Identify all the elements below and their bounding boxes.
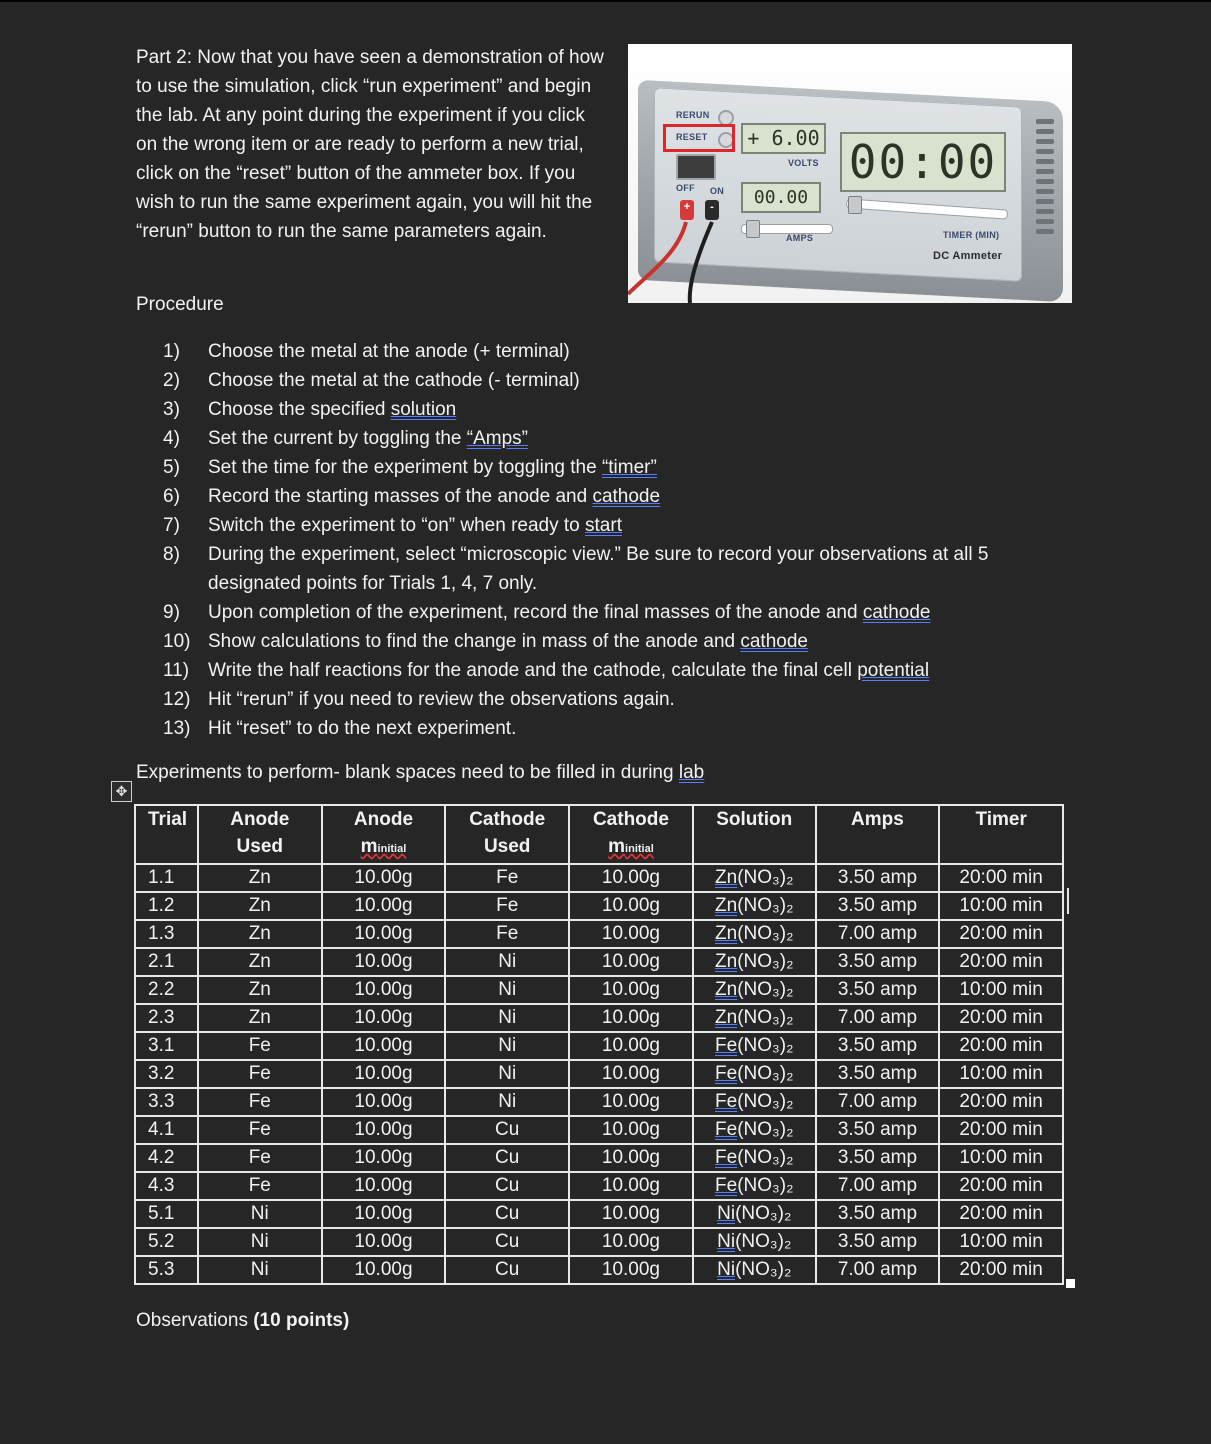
table-cell[interactable]: Fe(NO₃)₂ xyxy=(693,1032,816,1060)
table-cell[interactable]: 3.50 amp xyxy=(816,1032,940,1060)
table-cell[interactable]: Zn(NO₃)₂ xyxy=(693,976,816,1004)
table-cell[interactable]: 10:00 min xyxy=(939,1144,1063,1172)
table-row xyxy=(135,1032,1063,1060)
procedure-step: 2) Choose the metal at the cathode (- terminal) xyxy=(163,370,580,391)
power-switch[interactable] xyxy=(676,154,716,180)
table-cell[interactable]: Ni xyxy=(445,1060,569,1088)
table-cell[interactable]: 10.00g xyxy=(569,1200,693,1228)
table-cell[interactable]: 7.00 amp xyxy=(816,1256,940,1284)
procedure-step: 1) Choose the metal at the anode (+ terminal) xyxy=(163,341,570,362)
table-cell[interactable]: 3.50 amp xyxy=(816,1228,940,1256)
table-cell[interactable]: 3.50 amp xyxy=(816,948,940,976)
page-top-border xyxy=(0,0,1211,2)
table-cell[interactable]: 10.00g xyxy=(569,1256,693,1284)
col-header-cathode-used: Cathode Used xyxy=(445,805,569,864)
table-cell[interactable]: 10.00g xyxy=(569,1144,693,1172)
table-cell[interactable]: 10:00 min xyxy=(939,1228,1063,1256)
procedure-step: 10) Show calculations to find the change in mass of the anode and cathode xyxy=(163,631,808,652)
table-cell[interactable]: Fe(NO₃)₂ xyxy=(693,1060,816,1088)
table-cell[interactable]: 1.1 xyxy=(135,864,198,892)
col-header-amps: Amps xyxy=(816,805,940,864)
table-cell[interactable]: Ni xyxy=(445,976,569,1004)
table-cell[interactable]: 3.50 amp xyxy=(816,864,940,892)
table-cell[interactable]: Fe(NO₃)₂ xyxy=(693,1116,816,1144)
text-cursor xyxy=(1067,888,1069,914)
table-cell[interactable]: 10.00g xyxy=(322,1060,446,1088)
table-cell[interactable]: Zn xyxy=(198,976,322,1004)
part-label: Part 2: xyxy=(136,47,192,68)
table-cell[interactable]: Fe xyxy=(445,864,569,892)
procedure-step: 9) Upon completion of the experiment, record the final masses of the anode and cathode xyxy=(163,602,931,623)
table-cell[interactable]: Ni(NO₃)₂ xyxy=(693,1256,816,1284)
table-cell[interactable]: Zn xyxy=(198,1004,322,1032)
reset-label: RESET xyxy=(676,132,708,142)
table-cell[interactable]: 10.00g xyxy=(569,1088,693,1116)
volts-label: VOLTS xyxy=(788,158,819,168)
table-cell[interactable]: 7.00 amp xyxy=(816,1004,940,1032)
device-name: DC Ammeter xyxy=(933,250,1003,262)
table-cell[interactable]: 10:00 min xyxy=(939,1060,1063,1088)
table-cell[interactable]: 4.3 xyxy=(135,1172,198,1200)
table-cell[interactable]: Fe xyxy=(198,1172,322,1200)
procedure-step: 3) Choose the specified solution xyxy=(163,399,457,420)
table-cell[interactable]: 10.00g xyxy=(569,948,693,976)
table-cell[interactable]: Zn xyxy=(198,920,322,948)
table-cell[interactable]: Zn(NO₃)₂ xyxy=(693,920,816,948)
table-cell[interactable]: Ni xyxy=(445,1004,569,1032)
col-header-timer: Timer xyxy=(939,805,1063,864)
table-cell[interactable]: Fe xyxy=(198,1032,322,1060)
table-cell[interactable]: 3.50 amp xyxy=(816,976,940,1004)
table-cell[interactable]: 10.00g xyxy=(569,1172,693,1200)
volts-display: + 6.00 xyxy=(741,123,826,154)
table-cell[interactable]: Ni xyxy=(198,1228,322,1256)
table-cell[interactable]: Cu xyxy=(445,1144,569,1172)
table-cell[interactable]: 10.00g xyxy=(569,1060,693,1088)
col-header-anode-mass: Anode minitial xyxy=(322,805,446,864)
table-cell[interactable]: Fe xyxy=(198,1144,322,1172)
table-cell[interactable]: Fe(NO₃)₂ xyxy=(693,1144,816,1172)
table-row xyxy=(135,892,1063,920)
table-cell[interactable]: 4.2 xyxy=(135,1144,198,1172)
procedure-step: 11) Write the half reactions for the anode and the cathode, calculate the final cell potential xyxy=(163,660,930,681)
table-cell[interactable]: 7.00 amp xyxy=(816,920,940,948)
procedure-step: 6) Record the starting masses of the anode and cathode xyxy=(163,486,661,507)
table-cell[interactable]: 20:00 min xyxy=(939,864,1063,892)
timer-slider-thumb[interactable] xyxy=(848,196,862,214)
table-cell[interactable]: 2.2 xyxy=(135,976,198,1004)
observations-heading: Observations (10 points) xyxy=(136,1310,350,1331)
table-cell[interactable]: 10.00g xyxy=(322,1172,446,1200)
table-cell[interactable]: 10.00g xyxy=(322,920,446,948)
table-cell[interactable]: Fe xyxy=(198,1060,322,1088)
intro-text: Now that you have seen a demonstration of how to use the simulation, click “run experiment” and begin the lab. At any point during the experiment if you click on the wrong item or are ready to perform a new trial, click on the “reset” button of the ammeter box. If you wish to run the same experiment again, you will hit the “rerun” button to run the same parameters again. xyxy=(136,47,604,242)
procedure-heading: Procedure xyxy=(136,294,224,315)
procedure-step: 5) Set the time for the experiment by toggling the “timer” xyxy=(163,457,657,478)
table-cell[interactable]: Ni xyxy=(445,1088,569,1116)
table-cell[interactable]: 5.2 xyxy=(135,1228,198,1256)
col-header-trial: Trial xyxy=(135,805,198,864)
ammeter-vent xyxy=(1036,119,1054,239)
table-cell[interactable]: Zn(NO₃)₂ xyxy=(693,864,816,892)
table-header-row xyxy=(135,805,1063,864)
table-row xyxy=(135,1200,1063,1228)
table-cell[interactable]: 10.00g xyxy=(569,1004,693,1032)
table-cell[interactable]: Fe(NO₃)₂ xyxy=(693,1088,816,1116)
table-cell[interactable]: 10.00g xyxy=(569,864,693,892)
table-cell[interactable]: 10.00g xyxy=(322,1004,446,1032)
col-header-solution: Solution xyxy=(693,805,816,864)
table-cell[interactable]: 3.50 amp xyxy=(816,892,940,920)
table-cell[interactable]: Zn xyxy=(198,892,322,920)
table-cell[interactable]: Fe xyxy=(445,920,569,948)
table-cell[interactable]: 20:00 min xyxy=(939,1172,1063,1200)
table-cell[interactable]: Ni xyxy=(445,948,569,976)
table-row xyxy=(135,1088,1063,1116)
table-cell[interactable]: Cu xyxy=(445,1116,569,1144)
procedure-step: 7) Switch the experiment to “on” when ready to start xyxy=(163,515,622,536)
table-cell[interactable]: 10.00g xyxy=(322,864,446,892)
table-cell[interactable]: 10.00g xyxy=(569,920,693,948)
table-cell[interactable]: 20:00 min xyxy=(939,1004,1063,1032)
table-cell[interactable]: 10.00g xyxy=(322,1144,446,1172)
table-row xyxy=(135,976,1063,1004)
table-cell[interactable]: 10.00g xyxy=(322,1032,446,1060)
table-cell[interactable]: 10.00g xyxy=(322,892,446,920)
procedure-step: 8) During the experiment, select “microscopic view.” Be sure to record your observations at all 5 designated points for Trials 1, 4, 7 only. xyxy=(163,544,989,594)
table-cell[interactable]: 20:00 min xyxy=(939,1088,1063,1116)
table-cell[interactable]: 20:00 min xyxy=(939,1116,1063,1144)
table-cell[interactable]: 3.50 amp xyxy=(816,1060,940,1088)
table-cell[interactable]: 10.00g xyxy=(322,976,446,1004)
table-row xyxy=(135,1144,1063,1172)
table-cell[interactable]: 10:00 min xyxy=(939,976,1063,1004)
table-row xyxy=(135,1172,1063,1200)
timer-display: 00:00 xyxy=(840,132,1006,192)
table-row xyxy=(135,1116,1063,1144)
table-cell[interactable]: Zn(NO₃)₂ xyxy=(693,892,816,920)
positive-terminal[interactable]: + xyxy=(680,200,694,220)
procedure-step: 4) Set the current by toggling the “Amps” xyxy=(163,428,529,449)
table-cell[interactable]: Fe xyxy=(198,1116,322,1144)
table-cell[interactable]: 20:00 min xyxy=(939,920,1063,948)
table-cell[interactable]: 4.1 xyxy=(135,1116,198,1144)
table-cell[interactable]: 10.00g xyxy=(569,1228,693,1256)
table-cell[interactable]: Cu xyxy=(445,1200,569,1228)
table-cell[interactable]: 10.00g xyxy=(322,1228,446,1256)
table-cell[interactable]: Fe xyxy=(198,1088,322,1116)
reset-highlight-box xyxy=(663,124,735,152)
table-cell[interactable]: 5.1 xyxy=(135,1200,198,1228)
table-cell[interactable]: 3.2 xyxy=(135,1060,198,1088)
col-header-anode-used: Anode Used xyxy=(198,805,322,864)
table-cell[interactable]: 20:00 min xyxy=(939,1200,1063,1228)
ammeter-image xyxy=(628,44,1072,303)
table-cell[interactable]: 1.2 xyxy=(135,892,198,920)
table-cell[interactable]: 10:00 min xyxy=(939,892,1063,920)
table-cell[interactable]: Zn xyxy=(198,948,322,976)
amps-label: AMPS xyxy=(786,233,814,243)
table-cell[interactable]: Fe xyxy=(445,892,569,920)
experiments-table xyxy=(134,804,1064,1285)
procedure-list xyxy=(163,337,1063,743)
table-resize-handle[interactable] xyxy=(1066,1279,1075,1288)
procedure-step: 13) Hit “reset” to do the next experiment. xyxy=(163,718,517,739)
on-label: ON xyxy=(710,186,725,196)
table-cell[interactable]: 10.00g xyxy=(322,1116,446,1144)
table-cell[interactable]: 10.00g xyxy=(322,1256,446,1284)
table-cell[interactable]: 7.00 amp xyxy=(816,1172,940,1200)
rerun-label: RERUN xyxy=(676,110,710,120)
table-cell[interactable]: 3.3 xyxy=(135,1088,198,1116)
table-cell[interactable]: Ni(NO₃)₂ xyxy=(693,1200,816,1228)
table-row xyxy=(135,948,1063,976)
table-cell[interactable]: 10.00g xyxy=(569,1116,693,1144)
table-row xyxy=(135,1060,1063,1088)
table-cell[interactable]: 20:00 min xyxy=(939,1256,1063,1284)
table-cell[interactable]: Cu xyxy=(445,1228,569,1256)
table-cell[interactable]: 10.00g xyxy=(322,1088,446,1116)
table-cell[interactable]: 5.3 xyxy=(135,1256,198,1284)
table-cell[interactable]: 2.3 xyxy=(135,1004,198,1032)
table-cell[interactable]: 10.00g xyxy=(569,892,693,920)
table-cell[interactable]: 10.00g xyxy=(569,1032,693,1060)
table-cell[interactable]: 2.1 xyxy=(135,948,198,976)
table-cell[interactable]: Zn(NO₃)₂ xyxy=(693,948,816,976)
table-cell[interactable]: 10.00g xyxy=(569,976,693,1004)
table-cell[interactable]: Ni(NO₃)₂ xyxy=(693,1228,816,1256)
procedure-step: 12) Hit “rerun” if you need to review the observations again. xyxy=(163,689,675,710)
table-cell[interactable]: 3.50 amp xyxy=(816,1116,940,1144)
table-row xyxy=(135,1228,1063,1256)
table-cell[interactable]: Ni xyxy=(198,1256,322,1284)
table-cell[interactable]: 20:00 min xyxy=(939,1032,1063,1060)
table-row xyxy=(135,920,1063,948)
table-cell[interactable]: Ni xyxy=(198,1200,322,1228)
off-label: OFF xyxy=(676,183,695,193)
table-cell[interactable]: Fe(NO₃)₂ xyxy=(693,1172,816,1200)
amps-display: 00.00 xyxy=(741,182,821,213)
timer-label: TIMER (MIN) xyxy=(943,230,1000,240)
table-row xyxy=(135,864,1063,892)
table-row xyxy=(135,1004,1063,1032)
table-cell[interactable]: Zn(NO₃)₂ xyxy=(693,1004,816,1032)
col-header-cathode-mass: Cathode minitial xyxy=(569,805,693,864)
table-cell[interactable]: 10.00g xyxy=(322,1200,446,1228)
table-cell[interactable]: 7.00 amp xyxy=(816,1088,940,1116)
table-cell[interactable]: Cu xyxy=(445,1256,569,1284)
table-row xyxy=(135,1256,1063,1284)
amps-slider-thumb[interactable] xyxy=(746,220,760,238)
table-cell[interactable]: 1.3 xyxy=(135,920,198,948)
table-cell[interactable]: Zn xyxy=(198,864,322,892)
experiments-heading: Experiments to perform- blank spaces need to be filled in during lab xyxy=(136,762,705,783)
table-cell[interactable]: 3.50 amp xyxy=(816,1144,940,1172)
table-cell[interactable]: Cu xyxy=(445,1172,569,1200)
table-cell[interactable]: 3.1 xyxy=(135,1032,198,1060)
intro-paragraph xyxy=(136,43,606,246)
negative-terminal[interactable]: - xyxy=(705,200,719,220)
table-cell[interactable]: 20:00 min xyxy=(939,948,1063,976)
table-cell[interactable]: Ni xyxy=(445,1032,569,1060)
table-cell[interactable]: 10.00g xyxy=(322,948,446,976)
table-cell[interactable]: 3.50 amp xyxy=(816,1200,940,1228)
table-move-handle-icon[interactable]: ✥ xyxy=(111,781,132,802)
terminal-wires xyxy=(628,214,748,303)
